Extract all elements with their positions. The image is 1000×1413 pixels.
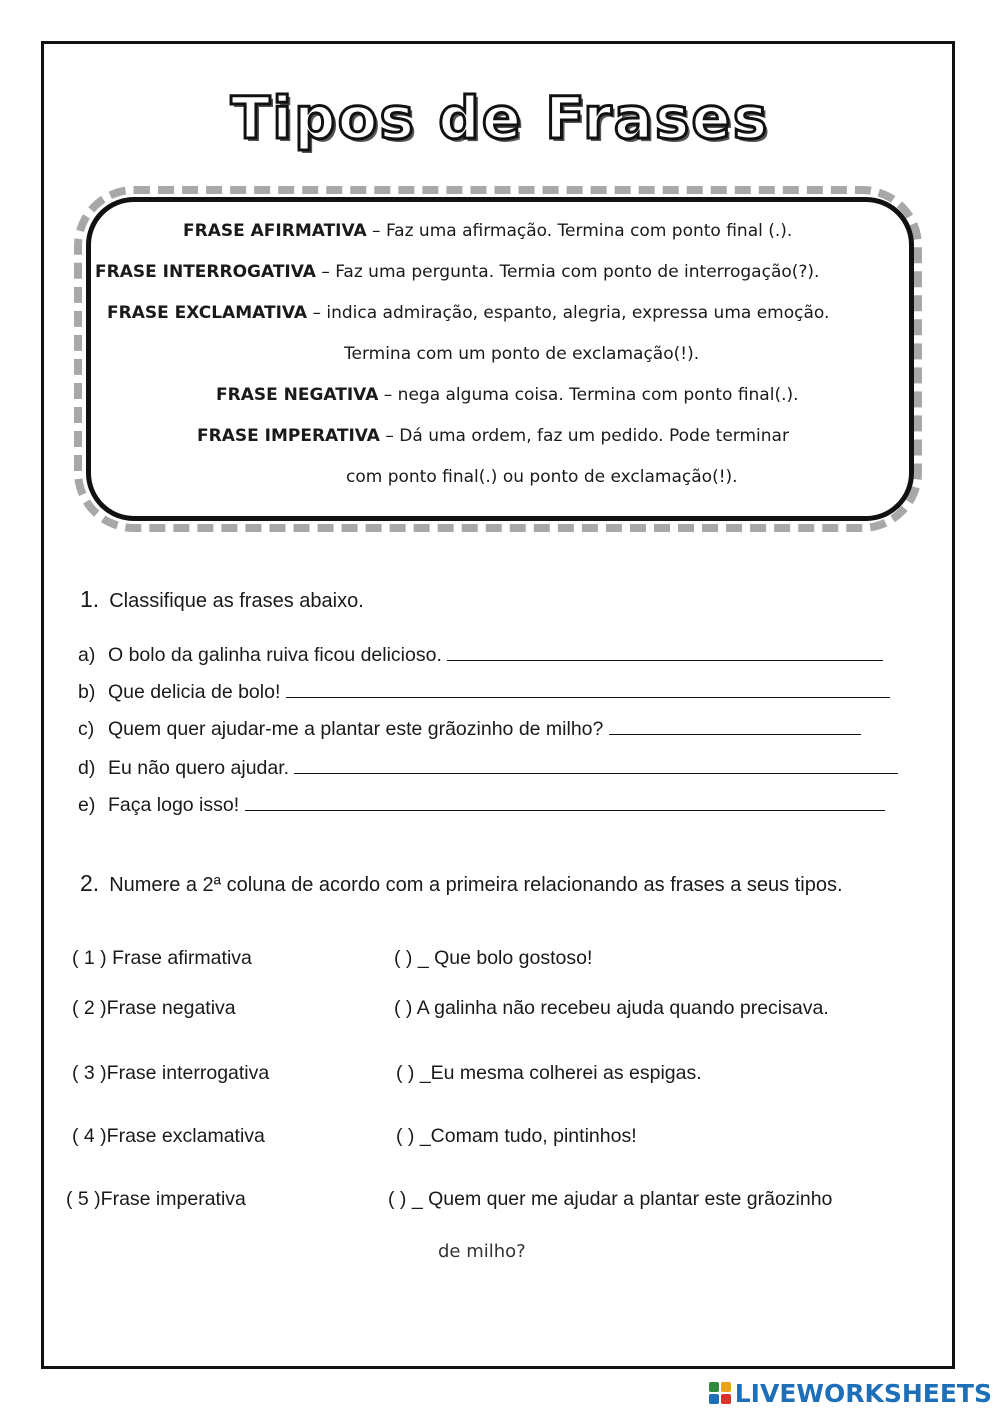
definition-imperative-cont: com ponto final(.) ou ponto de exclamação(!). (346, 467, 738, 487)
question-2-prompt: Numere a 2ª coluna de acordo com a primeira relacionando as frases a seus tipos. (109, 874, 843, 896)
type-option-1: ( 1 ) Frase afirmativa (72, 947, 252, 969)
worksheet-title: Tipos de Frases (230, 84, 770, 152)
sentence-match-5[interactable]: ( ) _ Quem quer me ajudar a plantar este grãozinho (388, 1188, 833, 1210)
question-2-title (80, 870, 843, 897)
definition-interrogative: FRASE INTERROGATIVA – Faz uma pergunta. Termia com ponto de interrogação(?). (95, 262, 820, 282)
answer-blank-b[interactable] (286, 679, 890, 698)
answer-blank-c[interactable] (609, 716, 861, 735)
definition-exclamative-cont: Termina com um ponto de exclamação(!). (344, 344, 700, 364)
question-1-item-c: c) Quem quer ajudar-me a plantar este grãozinho de milho? (78, 716, 861, 741)
question-1-title (80, 586, 364, 613)
sentence-match-5-continuation: de milho? (438, 1241, 526, 1262)
question-1-item-d: d) Eu não quero ajudar. (78, 755, 898, 780)
sentence-match-3[interactable]: ( ) _Eu mesma colherei as espigas. (396, 1062, 702, 1084)
type-option-5: ( 5 )Frase imperativa (66, 1188, 246, 1210)
definition-imperative: FRASE IMPERATIVA – Dá uma ordem, faz um pedido. Pode terminar (197, 426, 789, 446)
sentence-match-4[interactable]: ( ) _Comam tudo, pintinhos! (396, 1125, 637, 1147)
question-1-number: 1. (80, 586, 100, 612)
definition-negative: FRASE NEGATIVA – nega alguma coisa. Termina com ponto final(.). (216, 385, 799, 405)
question-2-number: 2. (80, 870, 100, 896)
answer-blank-d[interactable] (294, 755, 898, 774)
question-1-prompt: Classifique as frases abaixo. (109, 590, 364, 612)
liveworksheets-logo-icon (709, 1382, 731, 1404)
liveworksheets-logo-text: LIVEWORKSHEETS (734, 1378, 992, 1408)
type-option-4: ( 4 )Frase exclamativa (72, 1125, 265, 1147)
definition-exclamative: FRASE EXCLAMATIVA – indica admiração, espanto, alegria, expressa uma emoção. (107, 303, 830, 323)
answer-blank-e[interactable] (245, 792, 885, 811)
sentence-match-1[interactable]: ( ) _ Que bolo gostoso! (394, 947, 593, 969)
type-option-3: ( 3 )Frase interrogativa (72, 1062, 270, 1084)
question-1-item-b: b) Que delicia de bolo! (78, 679, 890, 704)
type-option-2: ( 2 )Frase negativa (72, 997, 236, 1019)
question-1-item-a: a) O bolo da galinha ruiva ficou delicioso. (78, 642, 883, 667)
liveworksheets-logo (709, 1378, 992, 1408)
definition-affirmative: FRASE AFIRMATIVA – Faz uma afirmação. Termina com ponto final (.). (183, 221, 793, 241)
answer-blank-a[interactable] (447, 642, 883, 661)
sentence-match-2[interactable]: ( ) A galinha não recebeu ajuda quando precisava. (394, 997, 829, 1019)
question-1-item-e: e) Faça logo isso! (78, 792, 885, 817)
